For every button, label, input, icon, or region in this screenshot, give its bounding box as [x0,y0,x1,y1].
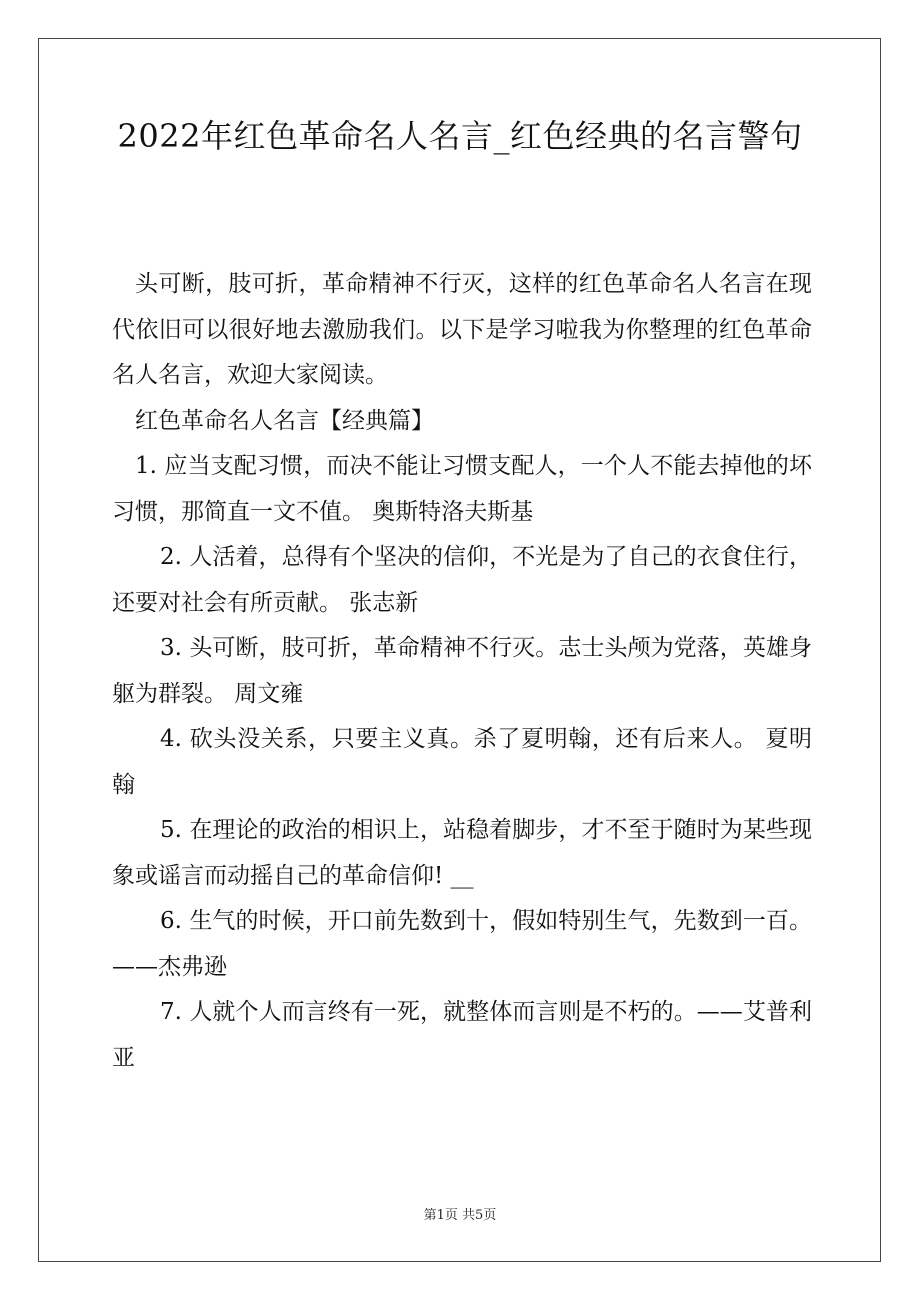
section-heading: 红色革命名人名言【经典篇】 [135,407,434,434]
intro-paragraph: 头可断，肢可折，革命精神不行灭，这样的红色革命名人名言在现代依旧可以很好地去激励我们。以下是学习啦我为你整理的红色革命名人名言，欢迎大家阅读。 [112,271,812,388]
page-footer: 第1页 共5页 [423,1208,497,1223]
quote-item: 7. 人就个人而言终有一死，就整体而言则是不朽的。——艾普利亚 [112,999,812,1071]
document-body [112,262,812,1081]
document-title: 2022年红色革命名人名言_红色经典的名言警句 [117,117,803,155]
quote-item: 5. 在理论的政治的相识上，站稳着脚步，才不至于随时为某些现象或谣言而动摇自己的革命信仰! __ [112,817,812,889]
quote-item: 1. 应当支配习惯，而决不能让习惯支配人，一个人不能去掉他的坏习惯，那简直一文不值。 奥斯特洛夫斯基 [112,453,812,525]
quote-item: 3. 头可断，肢可折，革命精神不行灭。志士头颅为党落，英雄身躯为群裂。 周文雍 [112,635,812,707]
quote-item: 4. 砍头没关系，只要主义真。杀了夏明翰，还有后来人。 夏明翰 [112,726,812,798]
quote-item: 2. 人活着，总得有个坚决的信仰，不光是为了自己的衣食住行，还要对社会有所贡献。 张志新 [112,544,812,616]
quote-item: 6. 生气的时候，开口前先数到十，假如特别生气，先数到一百。——杰弗逊 [112,908,812,980]
